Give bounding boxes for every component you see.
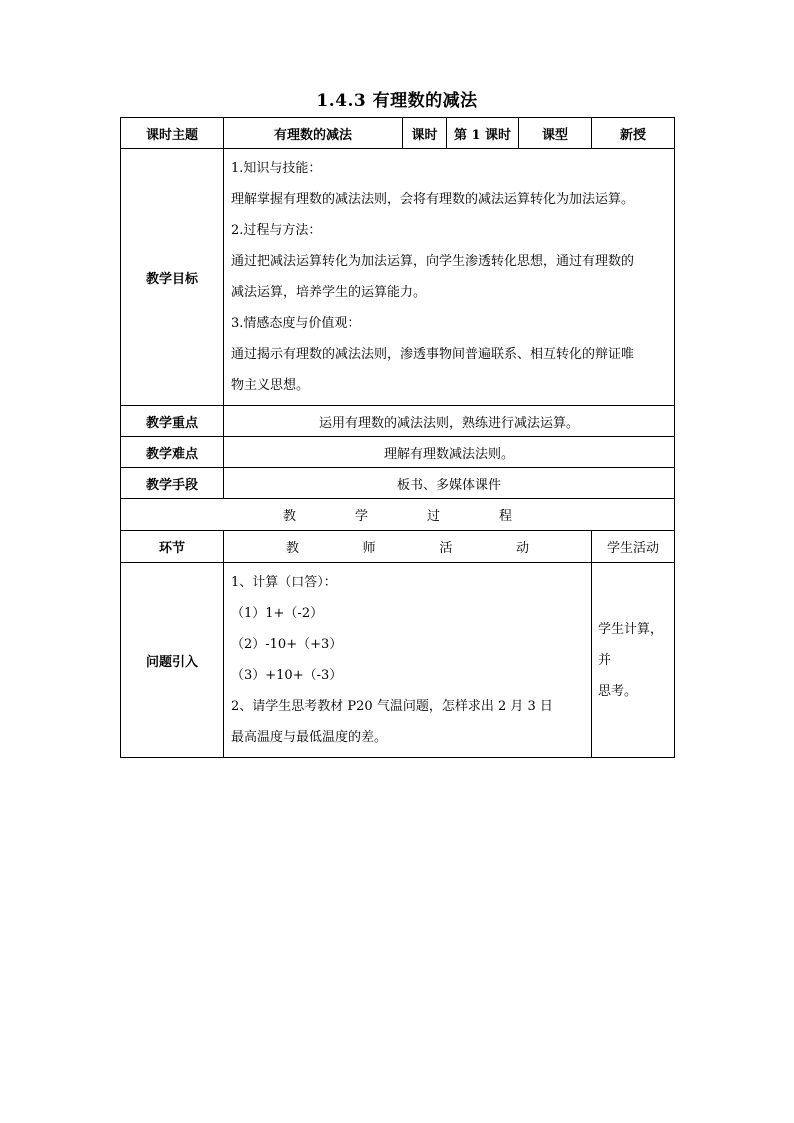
objectives-label: 教学目标 [121, 149, 224, 406]
key-point-label: 教学重点 [121, 406, 224, 437]
teacher-header-char: 活 [439, 541, 453, 556]
teacher-activity-line: （3）+10+（-3） [231, 668, 343, 683]
intro-stage-label: 问题引入 [121, 563, 224, 758]
process-title-char: 程 [498, 509, 512, 524]
student-activity-line: 思考。 [598, 683, 638, 699]
means-value: 板书、多媒体课件 [224, 468, 675, 499]
objective-line: 物主义思想。 [231, 378, 310, 393]
process-title-char: 过 [426, 509, 440, 524]
stage-header: 环节 [121, 531, 224, 563]
intro-teacher-activity [224, 563, 592, 758]
period-value: 第 1 课时 [447, 118, 519, 149]
objectives-row [121, 149, 675, 406]
objective-line: 减法运算，培养学生的运算能力。 [231, 285, 427, 300]
process-title-char: 学 [354, 509, 368, 524]
type-label: 课型 [519, 118, 592, 149]
topic-label: 课时主题 [121, 118, 224, 149]
process-title-char: 教 [283, 509, 297, 524]
objective-line: 通过揭示有理数的减法法则，渗透事物间普遍联系、相互转化的辩证唯 [231, 347, 635, 362]
teacher-activity-line: 2、请学生思考教材 P20 气温问题，怎样求出 2 月 3 日 [231, 699, 553, 714]
teacher-activity-line: 1、计算（口答）： [231, 575, 337, 590]
objective-line: 3.情感态度与价值观： [231, 316, 361, 331]
student-activity-line: 学生计算，并 [598, 621, 664, 668]
means-label: 教学手段 [121, 468, 224, 499]
objectives-content [224, 149, 675, 406]
difficulty-label: 教学难点 [121, 437, 224, 468]
teacher-header-char: 教 [286, 541, 300, 556]
difficulty-value: 理解有理数减法法则。 [224, 437, 675, 468]
objective-line: 理解掌握有理数的减法法则，会将有理数的减法运算转化为加法运算。 [231, 192, 635, 207]
teacher-activity-line: （1）1+（-2） [231, 606, 324, 621]
difficulty-row [121, 437, 675, 468]
header-row [121, 118, 675, 149]
teacher-header-char: 师 [362, 541, 376, 556]
process-title-row [121, 499, 675, 531]
teacher-activity-header [224, 531, 592, 563]
intro-row [121, 563, 675, 758]
objective-line: 1.知识与技能： [231, 161, 322, 176]
intro-student-activity [592, 563, 675, 758]
process-title [121, 499, 675, 531]
teacher-activity-line: 最高温度与最低温度的差。 [231, 730, 388, 745]
process-header-row [121, 531, 675, 563]
student-activity-header: 学生活动 [592, 531, 675, 563]
lesson-plan-table [120, 117, 675, 758]
type-value: 新授 [592, 118, 675, 149]
key-point-row [121, 406, 675, 437]
topic-value: 有理数的减法 [224, 118, 403, 149]
period-label: 课时 [403, 118, 447, 149]
objective-line: 通过把减法运算转化为加法运算，向学生渗透转化思想，通过有理数的 [231, 254, 635, 269]
key-point-value: 运用有理数的减法法则，熟练进行减法运算。 [224, 406, 675, 437]
teacher-header-char: 动 [515, 541, 529, 556]
means-row [121, 468, 675, 499]
document-title: 1.4.3 有理数的减法 [316, 91, 478, 111]
teacher-activity-line: （2）-10+（+3） [231, 637, 343, 652]
objective-line: 2.过程与方法： [231, 223, 322, 238]
